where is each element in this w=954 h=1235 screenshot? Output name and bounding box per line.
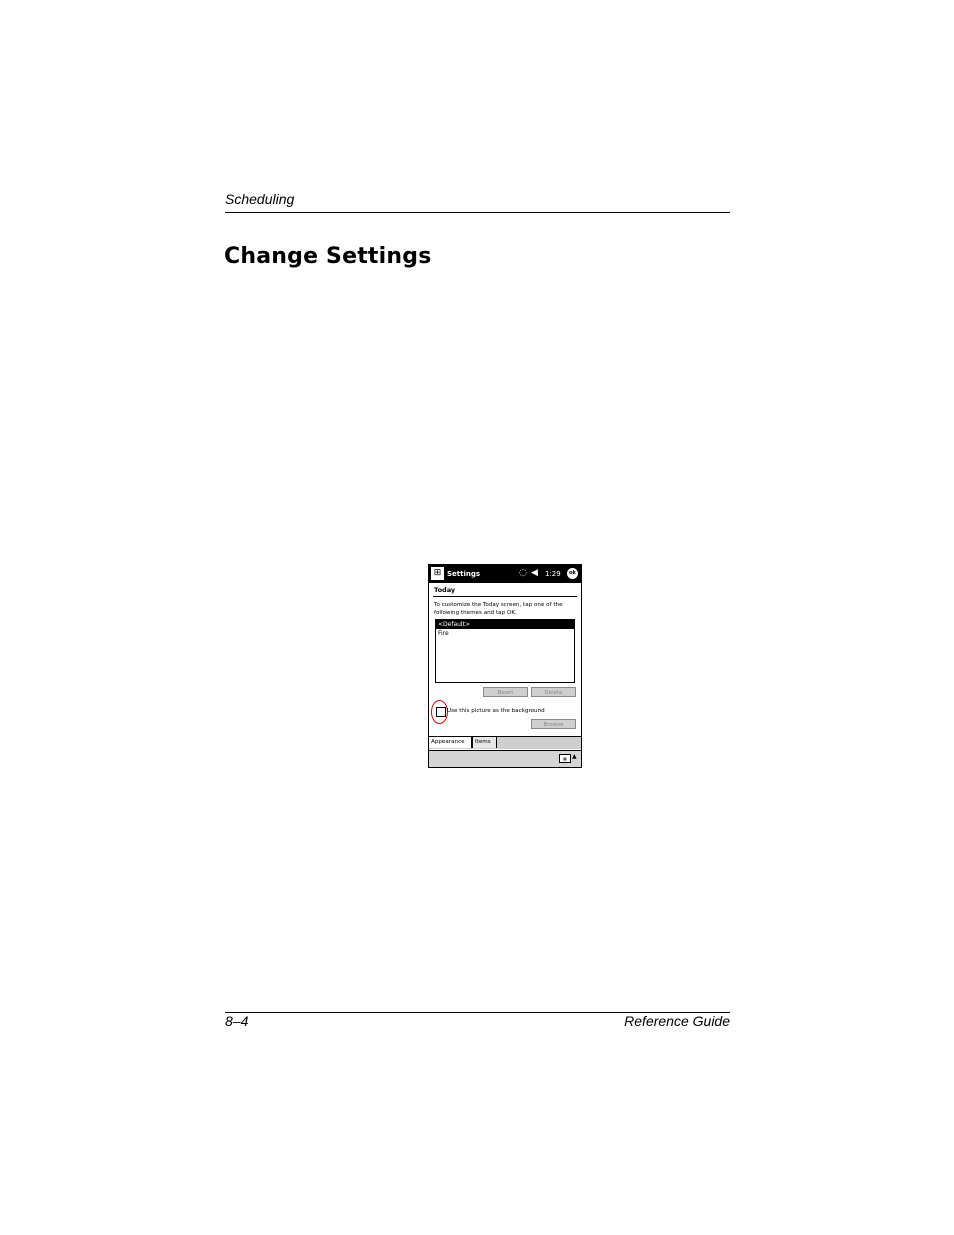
keyboard-icon[interactable]: ▦ [559, 754, 571, 763]
tab-items[interactable]: Items [472, 737, 497, 748]
beam-button[interactable]: Beam [483, 687, 528, 697]
delete-button[interactable]: Delete [531, 687, 576, 697]
theme-list[interactable] [435, 619, 575, 683]
footer-doc-title: Reference Guide [624, 1013, 730, 1029]
ok-button[interactable]: ok [567, 568, 578, 579]
background-checkbox-label: Use this picture as the background [447, 708, 545, 714]
speaker-icon[interactable]: ◀ [531, 568, 538, 578]
connectivity-bubble-icon[interactable]: ◌ [519, 568, 527, 578]
theme-item-fire[interactable]: Fire [438, 630, 449, 637]
background-checkbox[interactable] [436, 707, 446, 717]
today-section-title: Today [434, 586, 456, 594]
header-rule [225, 212, 730, 213]
tab-appearance[interactable]: Appearance [429, 737, 472, 748]
pda-title-bar [429, 565, 581, 583]
theme-item-default[interactable]: <Default> [436, 620, 574, 629]
pda-app-title: Settings [447, 570, 481, 578]
page-title: Change Settings [224, 244, 432, 269]
input-arrow-icon[interactable]: ▲ [572, 753, 577, 760]
instructions-text: To customize the Today screen, tap one of the following themes and tap OK. [434, 602, 563, 616]
pda-clock[interactable]: 1:29 [545, 570, 561, 578]
pda-screenshot [428, 564, 582, 768]
windows-start-icon[interactable]: ⊞ [431, 567, 444, 580]
running-header: Scheduling [225, 191, 295, 207]
browse-button[interactable]: Browse [531, 719, 576, 729]
tab-strip [429, 736, 581, 749]
page-number: 8–4 [225, 1013, 249, 1029]
pda-menu-bar [429, 750, 581, 768]
section-divider [433, 596, 577, 597]
